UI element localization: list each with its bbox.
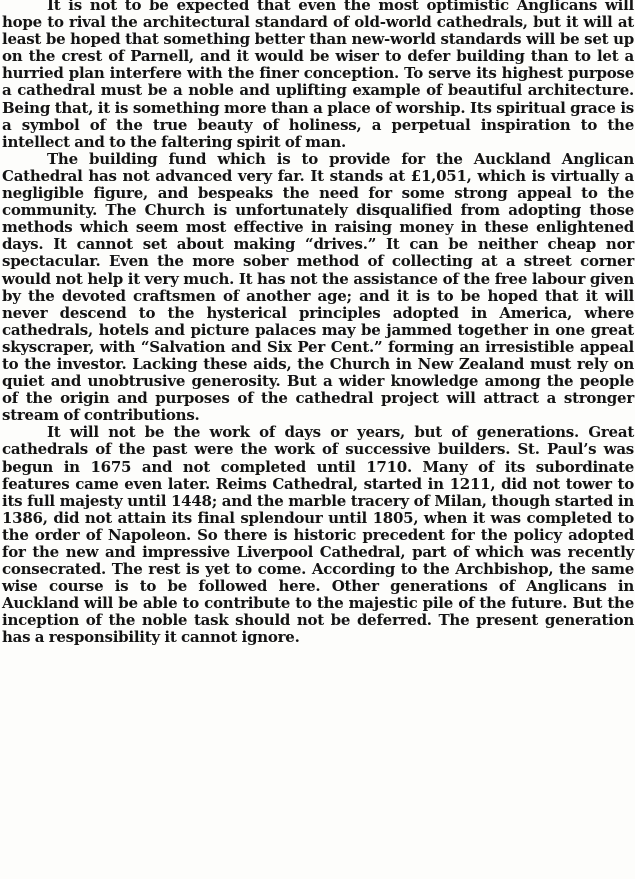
paragraph-cathedral-architecture: It is not to be expected that even the most optimistic Anglicans will hope to rival the architectural standard of old-world cathedrals, but it will at least be hoped that something better than new-world standards will be set up on the crest of Parnell, and it would be wiser to defer building than to let a hurried plan interfere with the finer conception. To serve its highest purpose a cathedral must be a noble and uplifting example of beautiful architecture. Being that, it is something more than a place of worship. Its spiritual grace is a symbol of the true beauty of holiness, a perpetual inspiration to the intellect and to the faltering spirit of man.: [2, 0, 634, 151]
paragraph-generations: It will not be the work of days or years, but of generations. Great cathedrals of the past were the work of successive builders. St. Paul’s was begun in 1675 and not completed until 1710. Many of its subordinate features came even later. Reims Cathedral, started in 1211, did not tower to its full majesty until 1448; and the marble tracery of Milan, though started in 1386, did not attain its final splendour until 1805, when it was completed to the order of Napoleon. So there is historic precedent for the policy adopted for the new and impressive Liverpool Cathedral, part of which was recently consecrated. The rest is yet to come. According to the Archbishop, the same wise course is to be followed here. Other generations of Anglicans in Auckland will be able to contribute to the majestic pile of the future. But the inception of the noble task should not be deferred. The present generation has a responsibility it cannot ignore.: [2, 423, 634, 647]
editorial-article: [2, 0, 634, 647]
paragraph-building-fund: The building fund which is to provide for the Auckland Anglican Cathedral has not advanced very far. It stands at £1,051, which is virtually a negligible figure, and bespeaks the need for some strong appeal to the community. The Church is unfortunately disqualified from adopting those methods which seem most effective in raising money in these enlightened days. It cannot set about making “drives.” It can be neither cheap nor spectacular. Even the more sober method of collecting at a street corner would not help it very much. It has not the assistance of the free labour given by the devoted craftsmen of another age; and it is to be hoped that it will never descend to the hysterical principles adopted in America, where cathedrals, hotels and picture palaces may be jammed together in one great skyscraper, with “Salvation and Six Per Cent.” forming an irresistible appeal to the investor. Lacking these aids, the Church in New Zealand must rely on quiet and unobtrusive generosity. But a wider knowledge among the people of the origin and purposes of the cathedral project will attract a stronger stream of contributions.: [2, 149, 634, 425]
